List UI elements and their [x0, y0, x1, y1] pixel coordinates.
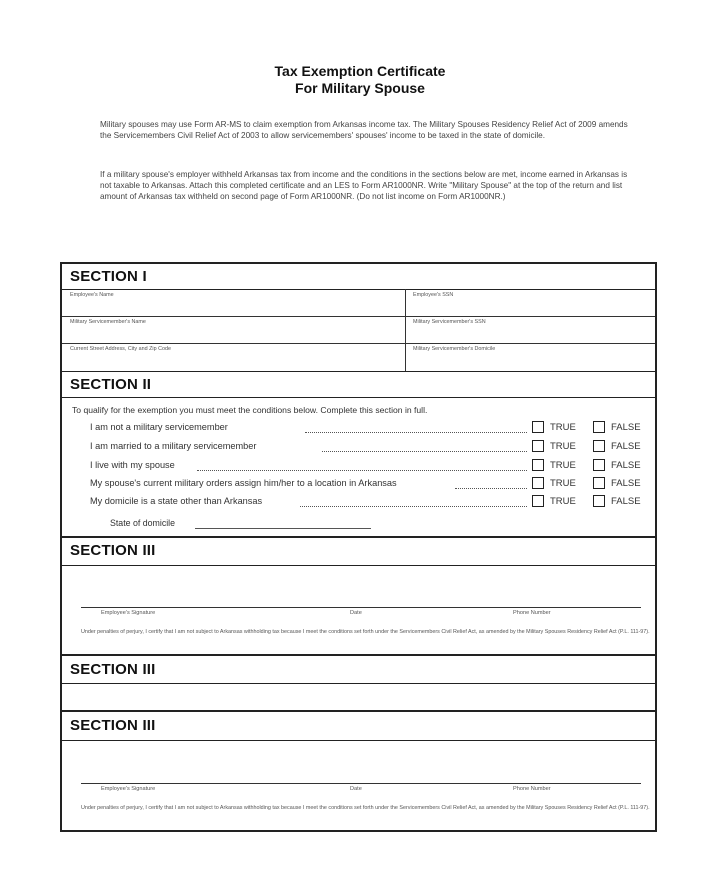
state-of-domicile-label: State of domicile — [110, 518, 176, 528]
condition-5-false-checkbox[interactable] — [593, 495, 605, 507]
false-label: FALSE — [611, 441, 641, 452]
leader-dots — [305, 432, 527, 433]
true-label: TRUE — [550, 441, 576, 452]
intro-paragraph-2: If a military spouse's employer withheld Arkansas tax from income and the conditions in the sections below are met, income earned in Arkansas is not taxable to Arkansas. Attach this completed certificate and an LES to Form AR1000NR. Write "Military Spouse" at the top of the return and list amount of Arkansas tax withheld on second page of Form AR1000NR. (Do not list income on Form AR1000NR.) — [100, 170, 628, 201]
false-label: FALSE — [611, 460, 641, 471]
condition-1-label: I am not a military servicemember — [90, 422, 228, 432]
section-3a-heading: SECTION III — [70, 542, 156, 559]
leader-dots — [455, 488, 527, 489]
qualify-instructions: To qualify for the exemption you must meet the conditions below. Complete this section in full. — [72, 405, 428, 415]
leader-dots — [322, 451, 527, 452]
true-label: TRUE — [550, 422, 576, 433]
certification-text: Under penalties of perjury, I certify that I am not subject to Arkansas withholding tax because I meet the conditions set forth under the Servicemembers Civil Relief Act, as amended by the Military Spouses Residency Relief Act (P.L. 111-97). — [81, 629, 650, 635]
condition-2-label: I am married to a military servicemember — [90, 441, 257, 451]
form-title: Tax Exemption Certificate — [274, 63, 446, 79]
row-divider — [62, 316, 655, 317]
condition-2-true-checkbox[interactable] — [532, 440, 544, 452]
section-3c-box — [60, 712, 657, 832]
phone-label: Phone Number — [513, 786, 551, 792]
servicemember-name-field[interactable]: Military Servicemember's Name — [70, 319, 146, 325]
true-label: TRUE — [550, 460, 576, 471]
false-label: FALSE — [611, 496, 641, 507]
true-label: TRUE — [550, 496, 576, 507]
signature-label: Employee's Signature — [101, 610, 156, 616]
section-3a-header — [62, 538, 655, 566]
date-label: Date — [350, 786, 362, 792]
signature-line[interactable] — [81, 783, 641, 784]
date-label: Date — [350, 610, 362, 616]
section-2-heading: SECTION II — [70, 376, 152, 393]
section-1-header — [62, 264, 655, 290]
employee-name-field[interactable]: Employee's Name — [70, 292, 114, 298]
section-1-heading: SECTION I — [70, 268, 147, 285]
condition-1-false-checkbox[interactable] — [593, 421, 605, 433]
condition-2-false-checkbox[interactable] — [593, 440, 605, 452]
true-label: TRUE — [550, 478, 576, 489]
section-1-divider — [405, 289, 406, 371]
leader-dots — [197, 470, 527, 471]
condition-4-false-checkbox[interactable] — [593, 477, 605, 489]
condition-3-true-checkbox[interactable] — [532, 459, 544, 471]
form-subtitle: For Military Spouse — [295, 80, 425, 96]
section-3c-header — [62, 712, 655, 741]
signature-label: Employee's Signature — [101, 786, 156, 792]
servicemember-domicile-field[interactable]: Military Servicemember's Domicile — [413, 346, 496, 352]
section-3c-heading: SECTION III — [70, 717, 156, 734]
false-label: FALSE — [611, 422, 641, 433]
address-field[interactable]: Current Street Address, City and Zip Code — [70, 346, 171, 352]
condition-5-label: My domicile is a state other than Arkansas — [90, 496, 263, 506]
condition-5-true-checkbox[interactable] — [532, 495, 544, 507]
certification-text: Under penalties of perjury, I certify that I am not subject to Arkansas withholding tax because I meet the conditions set forth under the Servicemembers Civil Relief Act, as amended by the Military Spouses Residency Relief Act (P.L. 111-97). — [81, 805, 650, 811]
intro-paragraph-1: Military spouses may use Form AR-MS to claim exemption from Arkansas income tax. The Military Spouses Residency Relief Act of 2009 amends the Servicemembers Civil Relief Act of 2003 to allow servicemembers' spouses' income to be taxed in the state of domicile. — [100, 120, 628, 140]
section-2-header — [62, 371, 655, 398]
condition-1-true-checkbox[interactable] — [532, 421, 544, 433]
section-1-2-box — [60, 262, 657, 538]
leader-dots — [300, 506, 527, 507]
section-3b-header — [62, 656, 655, 684]
false-label: FALSE — [611, 478, 641, 489]
signature-line[interactable] — [81, 607, 641, 608]
condition-4-true-checkbox[interactable] — [532, 477, 544, 489]
state-of-domicile-line[interactable] — [195, 528, 371, 529]
employee-ssn-field[interactable]: Employee's SSN — [413, 292, 454, 298]
condition-3-false-checkbox[interactable] — [593, 459, 605, 471]
condition-4-label: My spouse's current military orders assign him/her to a location in Arkansas — [90, 478, 397, 488]
section-3a-box — [60, 538, 657, 656]
servicemember-ssn-field[interactable]: Military Servicemember's SSN — [413, 319, 486, 325]
condition-3-label: I live with my spouse — [90, 460, 175, 470]
row-divider — [62, 343, 655, 344]
section-3b-box — [60, 656, 657, 712]
section-3b-heading: SECTION III — [70, 661, 156, 678]
phone-label: Phone Number — [513, 610, 551, 616]
